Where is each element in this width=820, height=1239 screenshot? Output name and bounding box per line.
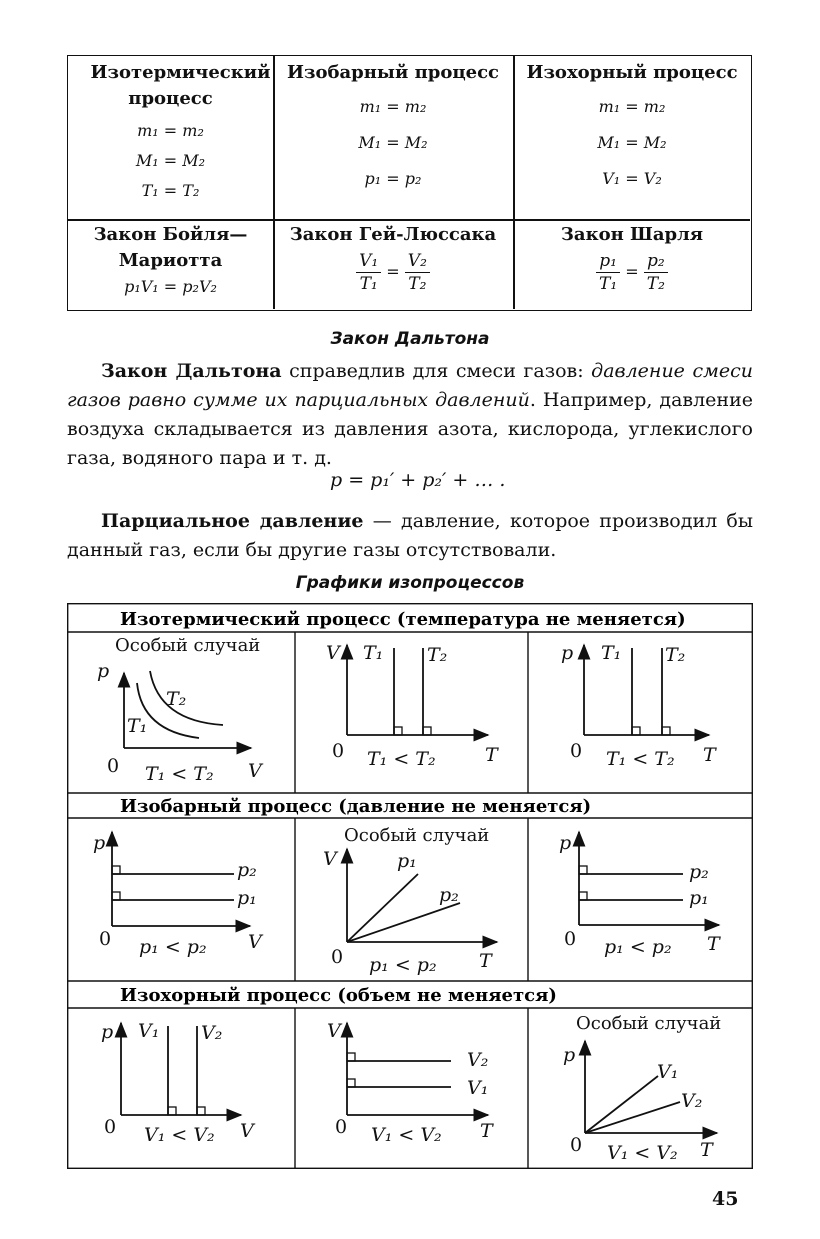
- page-number: 45: [712, 1188, 739, 1210]
- special-case-label: Особый случай: [115, 635, 261, 656]
- isothermal-eq: m₁ = m₂: [137, 121, 204, 140]
- isobaric-eq: M₁ = M₂: [358, 133, 428, 152]
- origin-label: 0: [331, 946, 344, 968]
- formula-equals: =: [386, 262, 400, 281]
- comparison-label: p₁ < p₂: [139, 936, 207, 958]
- isobar-p2-line: [347, 903, 460, 942]
- gaylussac-law-title: Закон Гей-Люссака: [289, 224, 497, 245]
- line-label-v2: V₂: [201, 1022, 223, 1044]
- isothermal-row-title: Изотермический процесс (температура не меняется): [120, 609, 686, 630]
- formula-equals: =: [625, 262, 639, 281]
- formula-numerator: p₂: [644, 250, 668, 273]
- line-label-p1: p₁: [237, 887, 257, 909]
- line-label-t1: T₁: [601, 642, 622, 664]
- line-label-t2: T₂: [427, 644, 448, 666]
- formula-numerator: p₁: [596, 250, 620, 273]
- partial-paragraph: [67, 507, 753, 565]
- isochore-v2-line: [585, 1102, 680, 1133]
- comparison-label: V₁ < V₂: [607, 1142, 678, 1164]
- comparison-label: T₁ < T₂: [145, 763, 214, 785]
- process-table: [67, 55, 752, 311]
- line-label-v1: V₁: [467, 1077, 489, 1099]
- dalton-text: справедлив для смеси газов:: [281, 360, 592, 382]
- comparison-label: T₁ < T₂: [606, 748, 675, 770]
- line-label-t2: T₂: [665, 644, 686, 666]
- dalton-statement: давление смеси газов равно сумме их парциальных давлений: [67, 360, 753, 411]
- axis-label-t: T: [703, 744, 716, 766]
- line-label-p2: p₂: [237, 859, 257, 881]
- formula-denominator: T₁: [359, 274, 378, 294]
- axis-label-p: p: [97, 660, 110, 682]
- partial-text: — давление, которое производил бы данный газ, если бы другие газы отсутствовали.: [67, 510, 753, 561]
- comparison-label: p₁ < p₂: [369, 954, 437, 976]
- isobar-p1-line: [347, 874, 418, 942]
- origin-label: 0: [570, 740, 583, 762]
- charles-formula: [513, 250, 751, 295]
- axis-label-p: p: [101, 1021, 114, 1043]
- isochoric-eq: m₁ = m₂: [598, 97, 666, 116]
- comparison-label: p₁ < p₂: [604, 936, 672, 958]
- isobaric-row-title: Изобарный процесс (давление не меняется): [120, 796, 592, 817]
- curve-label-t2: T₂: [166, 688, 187, 710]
- isothermal-eq: M₁ = M₂: [135, 151, 206, 170]
- dalton-term: Закон Дальтона: [101, 360, 282, 382]
- formula-denominator: T₂: [408, 274, 427, 294]
- axis-label-p: p: [559, 832, 572, 854]
- formula-denominator: T₂: [646, 274, 665, 294]
- origin-label: 0: [564, 928, 577, 950]
- gaylussac-formula: [273, 250, 513, 295]
- dalton-heading: Закон Дальтона: [330, 329, 490, 349]
- formula-numerator: V₁: [356, 250, 381, 273]
- axis-label-p: p: [561, 642, 574, 664]
- curve-label-t1: T₁: [127, 715, 148, 737]
- charles-law-title: Закон Шарля: [560, 224, 704, 245]
- origin-label: 0: [99, 928, 112, 950]
- isobaric-header: Изобарный процесс: [286, 62, 500, 83]
- dalton-paragraph: [67, 357, 753, 473]
- formula-numerator: V₂: [405, 250, 430, 273]
- axis-label-v: V: [240, 1120, 254, 1142]
- isochore-v1-line: [585, 1076, 658, 1133]
- graphs-heading: Графики изопроцессов: [295, 573, 525, 593]
- comparison-label: V₁ < V₂: [144, 1124, 215, 1146]
- isobaric-eq: m₁ = m₂: [359, 97, 427, 116]
- comparison-label: V₁ < V₂: [371, 1124, 442, 1146]
- dalton-formula: p = p₁′ + p₂′ + … .: [330, 469, 506, 491]
- line-label-v2: V₂: [681, 1090, 703, 1112]
- line-label-p1: p₁: [689, 887, 709, 909]
- axis-label-t: T: [700, 1139, 713, 1161]
- origin-label: 0: [107, 755, 120, 777]
- line-label-v1: V₁: [138, 1020, 160, 1042]
- line-label-v1: V₁: [657, 1061, 679, 1083]
- table-divider: [68, 219, 750, 221]
- line-label-p2: p₂: [439, 884, 459, 906]
- axis-label-v: V: [248, 931, 262, 953]
- isotherm-t2-curve: [150, 671, 223, 725]
- gaylussac-cell: [273, 222, 513, 295]
- formula-denominator: T₁: [599, 274, 618, 294]
- isochoric-cell: [513, 60, 751, 194]
- isobaric-eq: p₁ = p₂: [364, 169, 422, 188]
- line-label-p2: p₂: [689, 861, 709, 883]
- boyle-formula: p₁V₁ = p₂V₂: [124, 277, 217, 296]
- comparison-label: T₁ < T₂: [367, 748, 436, 770]
- partial-term: Парциальное давление: [101, 510, 364, 532]
- axis-label-t: T: [707, 933, 720, 955]
- axis-label-p: p: [563, 1044, 576, 1066]
- origin-label: 0: [570, 1134, 583, 1156]
- isochoric-row-title: Изохорный процесс (объем не меняется): [120, 985, 557, 1006]
- line-label-v2: V₂: [467, 1049, 489, 1071]
- right-angle-marks: [112, 727, 670, 1115]
- isothermal-cell: [68, 60, 273, 206]
- line-label-p1: p₁: [397, 850, 417, 872]
- axis-label-v: V: [323, 848, 337, 870]
- origin-label: 0: [332, 740, 345, 762]
- axis-label-v: V: [327, 1020, 341, 1042]
- line-label-t1: T₁: [363, 642, 384, 664]
- origin-label: 0: [104, 1116, 117, 1138]
- special-case-label: Особый случай: [344, 825, 490, 846]
- boyle-cell: [68, 222, 273, 300]
- dalton-text: . Например, давление воздуха складывается из давления азота, кислорода, углекислого газа, водяного пара и т. д.: [67, 389, 753, 469]
- axis-label-t: T: [479, 950, 492, 972]
- isothermal-eq: T₁ = T₂: [141, 181, 200, 200]
- axis-label-t: T: [485, 744, 498, 766]
- special-case-label: Особый случай: [576, 1013, 722, 1034]
- axis-label-v: V: [248, 760, 262, 782]
- origin-label: 0: [335, 1116, 348, 1138]
- axis-label-t: T: [480, 1120, 493, 1142]
- axis-label-v: V: [326, 642, 340, 664]
- isoprocess-graphs: [67, 603, 753, 1169]
- isothermal-header: Изотермический процесс: [90, 62, 271, 109]
- isochoric-eq: M₁ = M₂: [597, 133, 667, 152]
- charles-cell: [513, 222, 751, 295]
- boyle-law-title: Закон Бойля—Мариотта: [93, 224, 248, 271]
- axis-label-p: p: [93, 832, 106, 854]
- isochoric-header: Изохорный процесс: [526, 62, 738, 83]
- isobaric-cell: [273, 60, 513, 194]
- isochoric-eq: V₁ = V₂: [602, 169, 662, 188]
